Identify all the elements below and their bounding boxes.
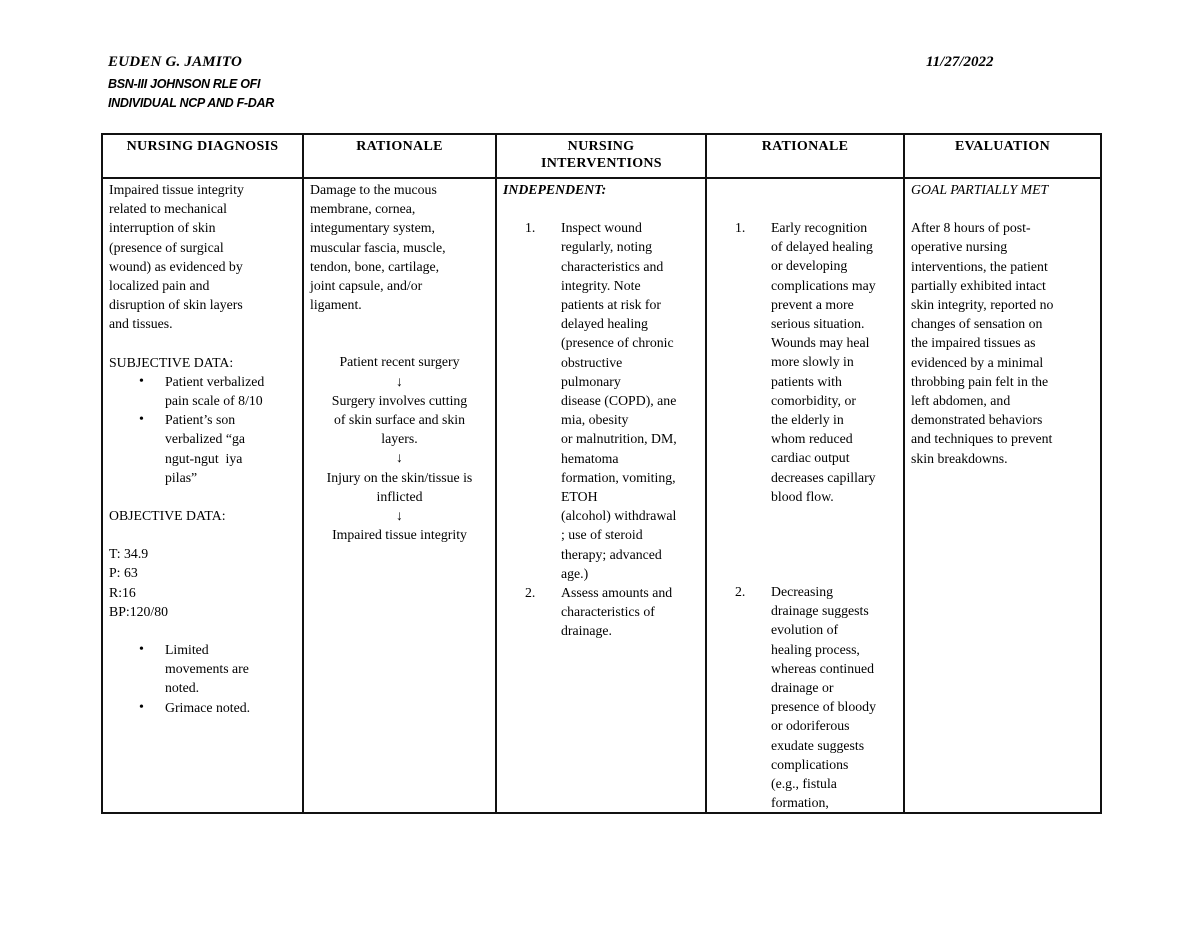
list-item	[165, 372, 296, 410]
list-item-line: whom reduced	[771, 431, 853, 447]
list-item-line: • Patient’s son	[165, 412, 236, 428]
document-date: 11/27/2022	[926, 54, 994, 70]
evaluation-line: skin integrity, reported no	[911, 297, 1054, 313]
vital-respiration: R:16	[109, 584, 136, 600]
flow-step: inflicted	[376, 488, 423, 504]
list-item-line: regularly, noting	[561, 239, 653, 255]
cell-evaluation	[904, 178, 1101, 813]
list-item-line: the elderly in	[771, 412, 844, 428]
list-item-line: of delayed healing	[771, 239, 873, 255]
list-item	[165, 698, 296, 717]
list-item-line: (e.g., fistula	[771, 776, 837, 792]
list-item-line: more slowly in	[771, 354, 854, 370]
list-item-line: (alcohol) withdrawal	[561, 508, 677, 524]
list-item-line: cardiac output	[771, 450, 850, 466]
list-item-line: pain scale of 8/10	[165, 393, 263, 409]
list-item-line: prevent a more	[771, 296, 854, 312]
list-item-line: delayed healing	[561, 316, 648, 332]
list-item-line: decreases capillary	[771, 469, 876, 485]
column-header-nursing-interventions	[496, 134, 706, 178]
arrow-down-icon: ↓	[396, 373, 403, 389]
flow-step: Patient recent surgery	[339, 354, 460, 370]
list-item-line: • Grimace noted.	[165, 699, 251, 715]
list-item-line: disease (COPD), ane	[561, 393, 677, 409]
list-item-line: healing process,	[771, 641, 860, 657]
arrow-down-icon: ↓	[396, 450, 403, 466]
flow-step: layers.	[381, 431, 418, 447]
list-item-line: formation,	[771, 795, 829, 811]
list-item-line: movements are	[165, 661, 249, 677]
evaluation-line: After 8 hours of post-	[911, 220, 1031, 236]
list-item-line: (presence of chronic	[561, 335, 674, 351]
list-item-line: drainage.	[561, 623, 612, 639]
diagnosis-line: disruption of skin layers	[109, 297, 243, 313]
arrow-down-icon: ↓	[396, 508, 403, 524]
student-name: EUDEN G. JAMITO	[108, 54, 242, 70]
diagnosis-line: and tissues.	[109, 316, 173, 332]
evaluation-line: and techniques to prevent	[911, 431, 1053, 447]
rationale-statement	[310, 180, 489, 314]
evaluation-line: throbbing pain felt in the	[911, 373, 1049, 389]
flow-step: of skin surface and skin	[333, 412, 466, 428]
list-item-line: Decreasing	[771, 584, 834, 600]
evaluation-line: changes of sensation on	[911, 316, 1043, 332]
table-row	[102, 178, 1101, 813]
flow-step: Injury on the skin/tissue is	[326, 469, 473, 485]
diagnosis-line: related to mechanical	[109, 201, 227, 217]
evaluation-line: demonstrated behaviors	[911, 412, 1043, 428]
list-item-line: ngut-ngut iya	[165, 450, 243, 466]
flow-step: Surgery involves cutting	[331, 392, 468, 408]
evaluation-line: partially exhibited intact	[911, 277, 1046, 293]
list-item	[165, 410, 296, 487]
evaluation-statement	[911, 218, 1094, 468]
list-item-line: pulmonary	[561, 373, 621, 389]
vital-signs	[109, 544, 296, 621]
list-item-line: mia, obesity	[561, 412, 629, 428]
nursing-care-plan-table	[101, 133, 1102, 814]
column-header-nursing-interventions-label: NURSING INTERVENTIONS	[541, 139, 662, 171]
objective-data-list	[109, 640, 296, 717]
column-header-rationale-2: RATIONALE	[706, 134, 904, 178]
column-header-nursing-diagnosis: NURSING DIAGNOSIS	[102, 134, 303, 178]
list-item-line: complications	[771, 756, 849, 772]
list-item-line: integrity. Note	[561, 277, 641, 293]
rationale-line: tendon, bone, cartilage,	[310, 258, 440, 274]
table-header-row	[102, 134, 1101, 178]
list-item	[525, 583, 699, 641]
evaluation-line: interventions, the patient	[911, 258, 1048, 274]
list-item-line: drainage or	[771, 680, 834, 696]
diagnosis-line: Impaired tissue integrity	[109, 182, 244, 197]
list-item-line: ; use of steroid	[561, 527, 643, 543]
list-item	[165, 640, 296, 698]
list-item-line: Wounds may heal	[771, 335, 870, 351]
list-item-line: • Limited	[165, 642, 209, 658]
vital-pulse: P: 63	[109, 565, 138, 581]
list-item-line: formation, vomiting,	[561, 469, 676, 485]
evaluation-line: skin breakdowns.	[911, 450, 1008, 466]
column-header-evaluation: EVALUATION	[904, 134, 1101, 178]
list-item-line: patients at risk for	[561, 297, 662, 313]
list-item-line: noted.	[165, 680, 200, 696]
rationale-line: integumentary system,	[310, 220, 435, 236]
list-item-line: evolution of	[771, 622, 839, 638]
evaluation-line: operative nursing	[911, 239, 1008, 255]
list-item-line: serious situation.	[771, 316, 865, 332]
list-item-line: complications may	[771, 277, 876, 293]
flow-step: Impaired tissue integrity	[332, 527, 467, 543]
list-item	[735, 218, 897, 506]
goal-status: GOAL PARTIALLY MET	[911, 182, 1049, 197]
list-item	[735, 582, 897, 812]
list-item-line: patients with	[771, 373, 842, 389]
diagnosis-statement	[109, 180, 296, 334]
list-item-line: comorbidity, or	[771, 392, 856, 408]
list-item-line: characteristics and	[561, 258, 664, 274]
subjective-data-label: SUBJECTIVE DATA:	[109, 354, 234, 370]
rationale-line: joint capsule, and/or	[310, 278, 423, 294]
list-item-line: drainage suggests	[771, 603, 869, 619]
list-item-line: or odoriferous	[771, 718, 850, 734]
cell-rationale	[303, 178, 496, 813]
rationale-line: ligament.	[310, 297, 362, 313]
list-item-number: 2.	[735, 584, 746, 600]
list-item-line: age.)	[561, 565, 589, 581]
rationale-line: muscular fascia, muscle,	[310, 239, 446, 255]
vital-blood-pressure: BP:120/80	[109, 603, 169, 619]
document-title: INDIVIDUAL NCP AND F-DAR	[108, 96, 274, 110]
list-item-line: obstructive	[561, 354, 623, 370]
list-item-line: presence of bloody	[771, 699, 876, 715]
column-header-rationale: RATIONALE	[303, 134, 496, 178]
interventions-list	[503, 218, 699, 640]
subjective-data-list	[109, 372, 296, 487]
rationale-list	[713, 218, 897, 812]
vital-temperature: T: 34.9	[109, 546, 149, 562]
list-item-line: • Patient verbalized	[165, 373, 265, 389]
cell-nursing-diagnosis	[102, 178, 303, 813]
list-item-line: therapy; advanced	[561, 546, 662, 562]
evaluation-line: evidenced by a minimal	[911, 354, 1044, 370]
list-item-line: Assess amounts and	[561, 585, 673, 601]
list-item-line: or developing	[771, 258, 848, 274]
rationale-line: membrane, cornea,	[310, 201, 416, 217]
cell-rationale-2	[706, 178, 904, 813]
diagnosis-line: (presence of surgical	[109, 239, 224, 255]
list-item-line: whereas continued	[771, 660, 875, 676]
objective-data-label: OBJECTIVE DATA:	[109, 508, 226, 524]
evaluation-line: left abdomen, and	[911, 393, 1011, 409]
rationale-line: Damage to the mucous	[310, 182, 437, 197]
interventions-heading: INDEPENDENT:	[503, 182, 607, 197]
list-item-line: Inspect wound	[561, 220, 642, 236]
list-item-number: 1.	[735, 220, 746, 235]
list-item-line: exudate suggests	[771, 737, 865, 753]
list-item-line: verbalized “ga	[165, 431, 246, 447]
course-section: BSN-III JOHNSON RLE OFI	[108, 77, 261, 91]
diagnosis-line: wound) as evidenced by	[109, 258, 243, 274]
evaluation-line: the impaired tissues as	[911, 335, 1036, 351]
list-item-line: hematoma	[561, 450, 619, 466]
list-item	[525, 218, 699, 583]
list-item-number: 1.	[525, 220, 536, 236]
list-item-number: 2.	[525, 585, 536, 601]
diagnosis-line: interruption of skin	[109, 220, 216, 236]
list-item-line: Early recognition	[771, 220, 868, 235]
list-item-line: characteristics of	[561, 604, 655, 620]
cell-nursing-interventions	[496, 178, 706, 813]
list-item-line: or malnutrition, DM,	[561, 431, 677, 447]
list-item-line: pilas”	[165, 469, 198, 485]
diagnosis-line: localized pain and	[109, 278, 210, 294]
list-item-line: blood flow.	[771, 488, 834, 504]
list-item-line: ETOH	[561, 489, 598, 505]
pathophysiology-flow	[310, 352, 489, 544]
